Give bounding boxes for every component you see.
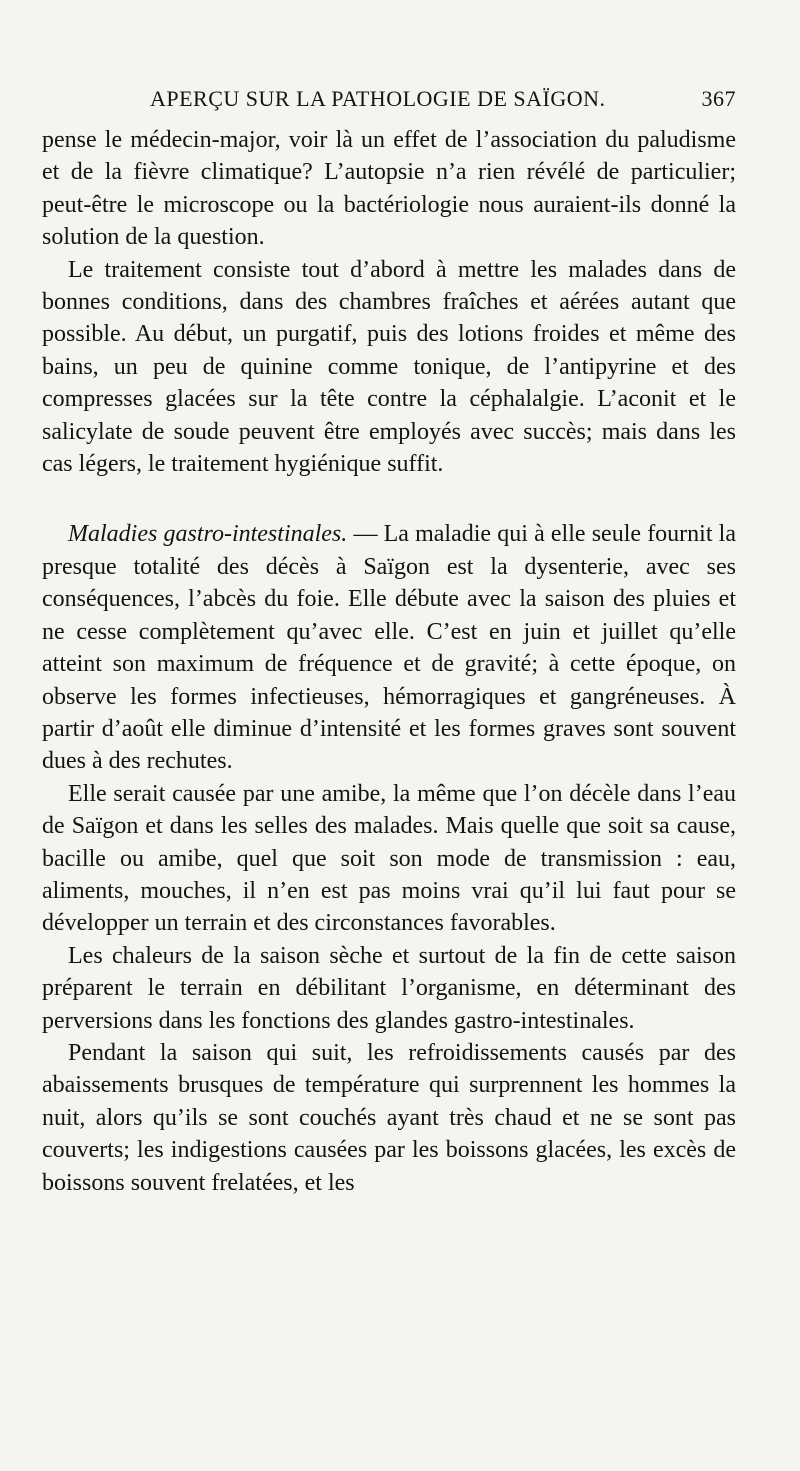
paragraph-1: pense le médecin-major, voir là un effet de l’association du paludisme et de la fièvre climatique? L’autopsie n’a rien révélé de particulier; peut-être le microscope ou la bactériologie nous auraient-ils donné la solution de la question. [42, 127, 736, 251]
body-text [42, 124, 736, 1199]
running-head [42, 82, 736, 122]
page-number: 367 [701, 86, 736, 111]
section-title: Maladies gastro-intestinales. [68, 521, 348, 548]
paragraph-2: Le traitement consiste tout d’abord à mettre les malades dans de bonnes conditions, dans des chambres fraîches et aérées autant que possible. Au début, un purgatif, puis des lotions froides et même des bains, un peu de quinine comme tonique, de l’antipyrine et des compresses glacées sur la tête contre la céphalalgie. L’aconit et le salicylate de soude peuvent être employés avec succès; mais dans les cas légers, le traitement hygiénique suffit. [42, 256, 736, 478]
paragraph-3 [42, 518, 736, 777]
paragraph-3-text: — La maladie qui à elle seule fournit la presque totalité des décès à Saïgon est la dysenterie, avec ses conséquences, l’abcès du foie. Elle débute avec la saison des pluies et ne cesse complètement qu’avec elle. C’est en juin et juillet qu’elle atteint son maximum de fréquence et de gravité; à cette époque, on observe les formes infectieuses, hémorragiques et gangréneuses. À partir d’août elle diminue d’intensité et les formes graves sont souvent dues à des rechutes. [42, 521, 736, 775]
running-title: APERÇU SUR LA PATHOLOGIE DE SAÏGON. [150, 86, 606, 111]
paragraph-4: Elle serait causée par une amibe, la même que l’on décèle dans l’eau de Saïgon et dans les selles des malades. Mais quelle que soit sa cause, bacille ou amibe, quel que soit son mode de transmission : eau, aliments, mouches, il n’en est pas moins vrai qu’il lui faut pour se développer un terrain et des circonstances favorables. [42, 780, 736, 937]
paragraph-6: Pendant la saison qui suit, les refroidissements causés par des abaissements brusques de température qui surprennent les hommes la nuit, alors qu’ils se sont couchés ayant très chaud et ne se sont pas couverts; les indigestions causées par les boissons glacées, les excès de boissons souvent frelatées, et les [42, 1039, 736, 1196]
paragraph-5: Les chaleurs de la saison sèche et surtout de la fin de cette saison préparent le terrain en débilitant l’organisme, en déterminant des perversions dans les fonctions des glandes gastro-intestinales. [42, 942, 736, 1034]
